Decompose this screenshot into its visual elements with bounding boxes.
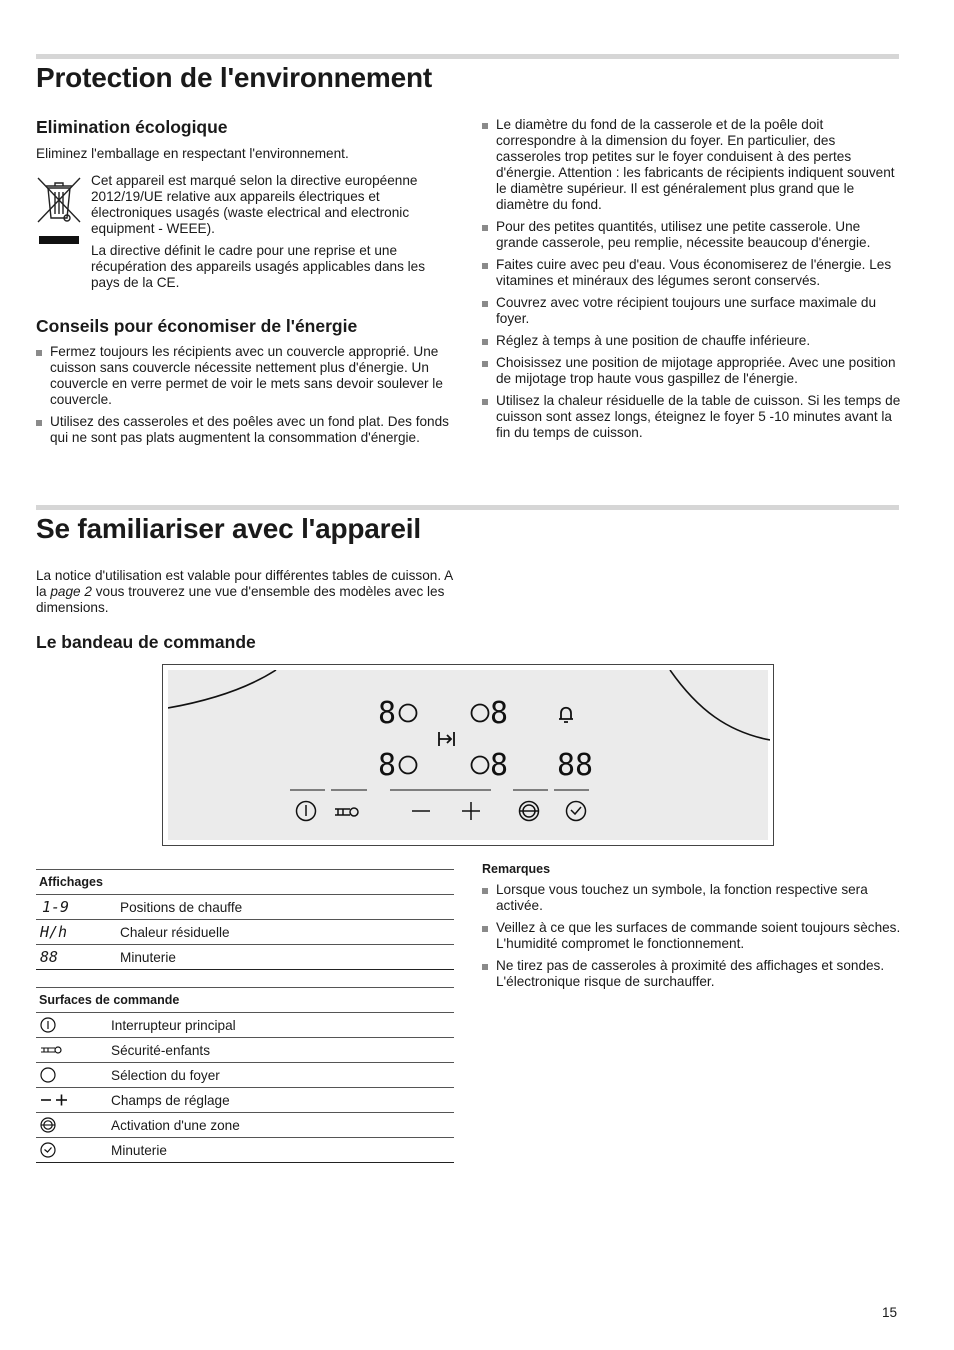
table-cell: Sécurité-enfants <box>111 1038 454 1063</box>
list-item: Le diamètre du fond de la casserole et de la poêle doit correspondre à la dimension du foyer. En particulier, des casseroles trop petites sur le foyer conduisent à des pertes d'énergie. Attention : les fabricants de récipients indiquent souvent le diamètre supérieur. Il est généralement plus grand que le diamètre du fond. <box>482 117 902 213</box>
power-icon <box>297 802 316 821</box>
list-item: Ne tirez pas de casseroles à proximité des affichages et sondes. L'électronique risque de surchauffer. <box>482 958 902 990</box>
list-item: Pour des petites quantités, utilisez une petite casserole. Une grande casserole, peu remplie, nécessite beaucoup d'énergie. <box>482 219 902 251</box>
remarques-heading: Remarques <box>482 862 551 876</box>
zone-select-circle-rear-right <box>472 757 489 774</box>
table-row <box>36 1138 454 1163</box>
heading-elimination: Elimination écologique <box>36 117 228 137</box>
list-item: Utilisez des casseroles et des poêles avec un fond plat. Des fonds qui ne sont pas plats augmentent la consommation d'énergie. <box>36 414 456 446</box>
table-row <box>36 895 454 920</box>
table-cell: Chaleur résiduelle <box>120 920 454 945</box>
weee-paragraph-1: Cet appareil est marqué selon la directive européenne 2012/19/UE relative aux appareils électriques et électroniques usagés (waste electrical and electronic equipment - WEEE). <box>91 173 418 236</box>
table-row <box>36 1013 454 1038</box>
timer-icon <box>567 802 586 821</box>
list-item: Choisissez une position de mijotage appropriée. Avec une position de mijotage trop haute vous gaspillez de l'énergie. <box>482 355 902 387</box>
key-icon <box>39 1041 63 1059</box>
intro-text-a: La notice d'utilisation est valable pour différentes tables de cuisson. A la <box>36 568 453 599</box>
control-panel-surface <box>168 670 768 840</box>
section2-intro <box>36 568 456 616</box>
table-row <box>36 1113 454 1138</box>
residual-heat-symbol: H/h <box>40 923 68 941</box>
list-item: Lorsque vous touchez un symbole, la fonction respective sera activée. <box>482 882 902 914</box>
heading-conseils: Conseils pour économiser de l'énergie <box>36 316 358 336</box>
table-row <box>36 1038 454 1063</box>
table-row <box>36 1063 454 1088</box>
list-item: Réglez à temps à une position de chauffe inférieure. <box>482 333 902 349</box>
page-reference-link[interactable]: page 2 <box>50 584 92 599</box>
key-icon <box>335 808 358 816</box>
bell-icon <box>559 708 573 722</box>
minus-plus-icon <box>39 1091 69 1109</box>
section-title-environment: Protection de l'environnement <box>36 62 433 93</box>
zone-select-circle-front-left <box>400 705 417 722</box>
zone-activation-icon <box>519 802 539 821</box>
conseils-right-list <box>482 117 902 447</box>
display-digit-front-right: 8 <box>490 696 509 731</box>
table-row <box>36 945 454 970</box>
table-cell: Sélection du foyer <box>111 1063 454 1088</box>
conseils-left-list <box>36 344 456 452</box>
power-icon <box>39 1016 57 1034</box>
table-cell: Minuterie <box>120 945 454 970</box>
surfaces-table <box>36 987 454 1163</box>
crossed-out-wheelie-bin-icon <box>36 176 82 246</box>
zone-select-circle-rear-left <box>400 757 417 774</box>
heat-extension-icon <box>439 732 454 746</box>
list-item: Couvrez avec votre récipient toujours une surface maximale du foyer. <box>482 295 902 327</box>
elimination-intro: Eliminez l'emballage en respectant l'environnement. <box>36 146 349 161</box>
table-row <box>36 920 454 945</box>
affichages-header: Affichages <box>36 870 454 895</box>
table-cell: Minuterie <box>111 1138 454 1163</box>
zone-activation-icon <box>39 1116 57 1134</box>
list-item: Utilisez la chaleur résiduelle de la table de cuisson. Si les temps de cuisson sont assez longs, éteignez le foyer 5 -10 minutes avant la fin du temps de cuisson. <box>482 393 902 441</box>
table-cell: Positions de chauffe <box>120 895 454 920</box>
page-number: 15 <box>882 1305 898 1320</box>
section-title-appareil: Se familiariser avec l'appareil <box>36 513 421 544</box>
hob-zone-arc-left <box>168 670 276 708</box>
timer-display-symbol: 88 <box>40 948 59 966</box>
list-item: Fermez toujours les récipients avec un couvercle approprié. Une cuisson sans couvercle nécessite nettement plus d'énergie. Un couvercle en verre permet de voir le mets sans devoir soulever le couvercle. <box>36 344 456 408</box>
table-cell: Activation d'une zone <box>111 1113 454 1138</box>
list-item: Veillez à ce que les surfaces de commande soient toujours sèches. L'humidité compromet le fonctionnement. <box>482 920 902 952</box>
display-digit-rear-left: 8 <box>378 748 397 783</box>
heading-bandeau: Le bandeau de commande <box>36 632 256 652</box>
hob-zone-arc-right <box>670 670 770 740</box>
display-timer-digits: 88 <box>557 748 594 783</box>
table-row <box>36 1088 454 1113</box>
table-cell: Interrupteur principal <box>111 1013 454 1038</box>
timer-icon <box>39 1141 57 1159</box>
zone-select-circle-front-right <box>472 705 489 722</box>
display-digit-front-left: 8 <box>378 696 397 731</box>
table-cell: Champs de réglage <box>111 1088 454 1113</box>
remarques-list <box>482 882 902 996</box>
section-rule-top <box>36 54 899 59</box>
list-item: Faites cuire avec peu d'eau. Vous économiserez de l'énergie. Les vitamines et minéraux des légumes seront conservés. <box>482 257 902 289</box>
display-digit-rear-right: 8 <box>490 748 509 783</box>
section-rule-2 <box>36 505 899 510</box>
surfaces-header: Surfaces de commande <box>36 988 454 1013</box>
control-panel-illustration <box>162 664 774 846</box>
heat-levels-symbol: 1-9 <box>42 898 70 916</box>
plus-icon <box>462 802 480 820</box>
weee-paragraph-2: La directive définit le cadre pour une reprise et une récupération des appareils usagés applicables dans les pays de la CE. <box>91 243 426 290</box>
circle-icon <box>39 1066 57 1084</box>
intro-text-b: vous trouverez une vue d'ensemble des modèles avec les dimensions. <box>36 584 445 615</box>
affichages-table <box>36 869 454 970</box>
control-panel-drawing <box>168 670 770 842</box>
